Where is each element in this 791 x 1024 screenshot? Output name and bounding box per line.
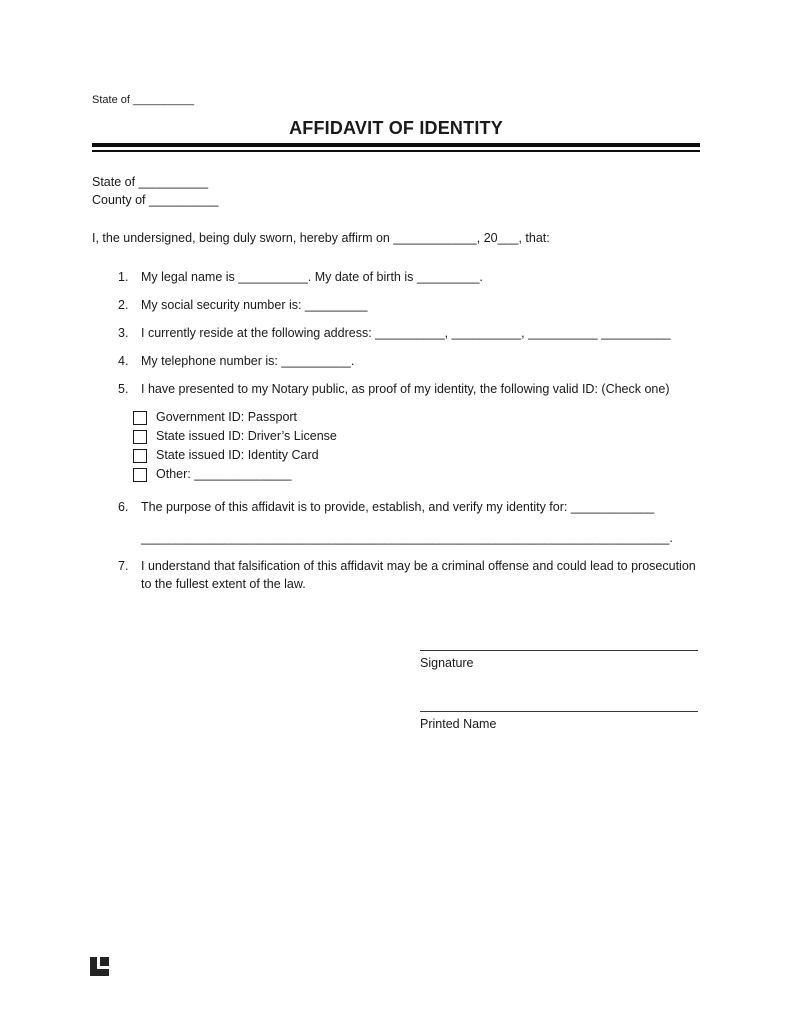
- document-title: AFFIDAVIT OF IDENTITY: [289, 118, 503, 138]
- list-item-telephone: [92, 352, 700, 370]
- list-item-valid-id: [92, 380, 700, 398]
- county-of-line: County of __________: [92, 193, 219, 207]
- checkbox-identity-card[interactable]: [133, 449, 147, 463]
- checkbox-passport[interactable]: [133, 411, 147, 425]
- list-item-text: My telephone number is: __________.: [141, 353, 355, 368]
- list-item-purpose: [92, 498, 700, 547]
- list-item-legal-name: [92, 268, 700, 286]
- list-item-text: [141, 498, 700, 547]
- list-item-number: 2.: [118, 297, 129, 312]
- purpose-text-line1: The purpose of this affidavit is to provide, establish, and verify my identity for: ____________: [141, 499, 655, 514]
- list-item-number: 7.: [118, 558, 129, 573]
- checkbox-row-identity-card: [133, 446, 700, 465]
- checkbox-other[interactable]: [133, 468, 147, 482]
- list-item-text: I have presented to my Notary public, as proof of my identity, the following valid ID: (Check one): [141, 381, 670, 396]
- list-item-number: 6.: [118, 499, 129, 514]
- checkbox-label: Government ID: Passport: [156, 409, 298, 424]
- logo-l-horizontal-notch: [97, 966, 109, 969]
- document-content: [92, 0, 700, 733]
- list-item-address: [92, 324, 700, 342]
- list-item-number: 5.: [118, 381, 129, 396]
- checkbox-label: State issued ID: Driver’s License: [156, 428, 337, 443]
- affirmation-intro: I, the undersigned, being duly sworn, hereby affirm on ____________, 20___, that:: [92, 230, 550, 245]
- purpose-blank-line2: ____________________________________________________________________________.: [141, 530, 673, 545]
- checkbox-row-other: [133, 465, 700, 484]
- state-of-line: State of __________: [92, 174, 209, 189]
- id-type-checkbox-group: [133, 408, 700, 484]
- checkbox-label: Other: ______________: [156, 466, 292, 481]
- signature-block: [420, 650, 698, 733]
- legal-templates-logo-icon: [90, 957, 109, 976]
- checkbox-drivers-license[interactable]: [133, 430, 147, 444]
- list-item-number: 4.: [118, 353, 129, 368]
- list-item-text: My social security number is: _________: [141, 297, 368, 312]
- list-item-number: 3.: [118, 325, 129, 340]
- checkbox-row-passport: [133, 408, 700, 427]
- checkbox-label: State issued ID: Identity Card: [156, 447, 319, 462]
- list-item-text: My legal name is __________. My date of birth is _________.: [141, 269, 483, 284]
- list-item-ssn: [92, 296, 700, 314]
- list-item-falsification: [92, 557, 700, 593]
- printed-name-line[interactable]: [420, 711, 698, 712]
- list-item-text: I understand that falsification of this affidavit may be a criminal offense and could lead to prosecution to the fullest extent of the law.: [141, 558, 696, 591]
- list-item-number: 1.: [118, 269, 129, 284]
- signature-line[interactable]: [420, 650, 698, 651]
- title-rule-divider: [92, 143, 700, 152]
- list-item-text: I currently reside at the following address: __________, __________, __________ __________: [141, 325, 671, 340]
- venue-state-line-top: State of __________: [92, 94, 195, 106]
- signature-label: Signature: [420, 655, 474, 670]
- checkbox-row-drivers-license: [133, 427, 700, 446]
- numbered-list: [92, 268, 700, 593]
- printed-name-label: Printed Name: [420, 716, 497, 731]
